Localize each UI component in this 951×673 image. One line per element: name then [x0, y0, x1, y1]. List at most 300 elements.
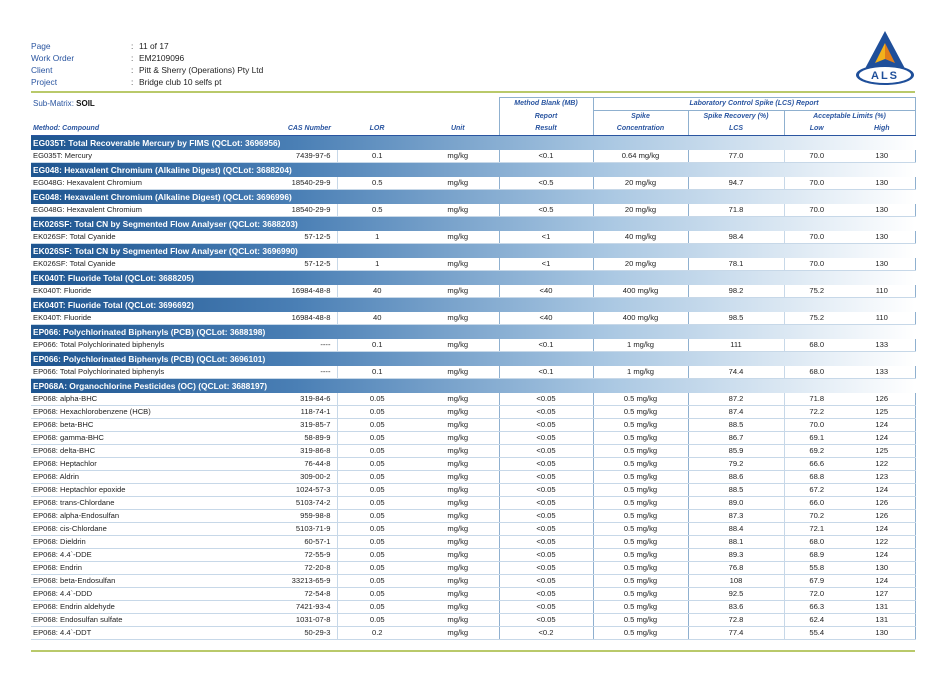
cell-high: 126 — [849, 510, 915, 523]
cell-lcs: 88.4 — [688, 523, 784, 536]
cell-low: 70.0 — [784, 258, 849, 271]
table-row — [31, 497, 915, 510]
cell-result: <0.05 — [499, 393, 593, 406]
cell-cas: 16984-48-8 — [233, 312, 337, 325]
cell-result: <0.05 — [499, 575, 593, 588]
table-row — [31, 258, 915, 271]
cell-high: 124 — [849, 523, 915, 536]
cell-result: <0.05 — [499, 601, 593, 614]
cell-conc: 0.5 mg/kg — [593, 445, 688, 458]
cell-name: EP068: Heptachlor — [31, 458, 233, 471]
cell-low: 70.0 — [784, 150, 849, 163]
header-row-1 — [31, 98, 915, 111]
cell-lcs: 79.2 — [688, 458, 784, 471]
spike-header: Spike — [593, 111, 688, 124]
method-group-title: EG048: Hexavalent Chromium (Alkaline Digest) (QCLot: 3696996) — [31, 190, 915, 205]
cell-lor: 0.05 — [337, 575, 417, 588]
cell-lor: 40 — [337, 285, 417, 298]
cell-low: 68.0 — [784, 339, 849, 352]
cell-lor: 0.1 — [337, 150, 417, 163]
cell-unit: mg/kg — [417, 536, 499, 549]
cell-lcs: 86.7 — [688, 432, 784, 445]
cell-lcs: 74.4 — [688, 366, 784, 379]
cell-lcs: 108 — [688, 575, 784, 588]
method-group-title: EG048: Hexavalent Chromium (Alkaline Digest) (QCLot: 3688204) — [31, 163, 915, 178]
cell-name: EP066: Total Polychlorinated biphenyls — [31, 339, 233, 352]
cell-result: <0.2 — [499, 627, 593, 640]
cell-result: <0.5 — [499, 177, 593, 190]
table-row — [31, 339, 915, 352]
cell-cas: 58-89-9 — [233, 432, 337, 445]
cell-low: 75.2 — [784, 285, 849, 298]
cell-unit: mg/kg — [417, 445, 499, 458]
cell-result: <0.05 — [499, 562, 593, 575]
col-concentration: Concentration — [593, 123, 688, 136]
field-value: Bridge club 10 selfs pt — [139, 77, 222, 87]
cell-low: 69.1 — [784, 432, 849, 445]
cell-lcs: 72.8 — [688, 614, 784, 627]
cell-unit: mg/kg — [417, 393, 499, 406]
cell-name: EP066: Total Polychlorinated biphenyls — [31, 366, 233, 379]
cell-cas: 319-84-6 — [233, 393, 337, 406]
cell-cas: 18540-29-9 — [233, 204, 337, 217]
cell-conc: 0.5 mg/kg — [593, 458, 688, 471]
cell-conc: 0.5 mg/kg — [593, 484, 688, 497]
cell-lcs: 92.5 — [688, 588, 784, 601]
cell-conc: 20 mg/kg — [593, 204, 688, 217]
cell-low: 70.0 — [784, 231, 849, 244]
cell-cas: 33213-65-9 — [233, 575, 337, 588]
cell-low: 68.0 — [784, 536, 849, 549]
cell-name: EP068: Aldrin — [31, 471, 233, 484]
lcs-report-table — [31, 97, 916, 640]
cell-result: <0.05 — [499, 523, 593, 536]
cell-result: <0.05 — [499, 445, 593, 458]
method-group-title: EP066: Polychlorinated Biphenyls (PCB) (QCLot: 3688198) — [31, 325, 915, 340]
cell-name: EP068: Heptachlor epoxide — [31, 484, 233, 497]
cell-lcs: 85.9 — [688, 445, 784, 458]
cell-result: <0.1 — [499, 150, 593, 163]
col-lcs: LCS — [688, 123, 784, 136]
cell-name: EP068: cis-Chlordane — [31, 523, 233, 536]
cell-unit: mg/kg — [417, 406, 499, 419]
cell-result: <0.05 — [499, 614, 593, 627]
cell-low: 62.4 — [784, 614, 849, 627]
cell-unit: mg/kg — [417, 497, 499, 510]
table-row — [31, 588, 915, 601]
cell-conc: 0.5 mg/kg — [593, 523, 688, 536]
table-row — [31, 204, 915, 217]
cell-high: 125 — [849, 406, 915, 419]
field-label: Page — [31, 41, 51, 51]
cell-conc: 0.5 mg/kg — [593, 588, 688, 601]
cell-cas: 7421-93-4 — [233, 601, 337, 614]
col-low: Low — [784, 123, 849, 136]
cell-unit: mg/kg — [417, 177, 499, 190]
cell-name: EP068: 4.4`-DDE — [31, 549, 233, 562]
cell-cas: 50-29-3 — [233, 627, 337, 640]
cell-unit: mg/kg — [417, 562, 499, 575]
cell-lor: 0.05 — [337, 614, 417, 627]
cell-result: <0.05 — [499, 432, 593, 445]
cell-conc: 0.5 mg/kg — [593, 549, 688, 562]
cell-name: EK040T: Fluoride — [31, 312, 233, 325]
cell-name: EP068: Endrin aldehyde — [31, 601, 233, 614]
cell-name: EP068: trans-Chlordane — [31, 497, 233, 510]
cell-high: 130 — [849, 150, 915, 163]
cell-name: EK026SF: Total Cyanide — [31, 231, 233, 244]
lcs-header: Laboratory Control Spike (LCS) Report — [593, 98, 915, 111]
cell-conc: 0.5 mg/kg — [593, 419, 688, 432]
method-group-title: EK040T: Fluoride Total (QCLot: 3696692) — [31, 298, 915, 313]
cell-unit: mg/kg — [417, 231, 499, 244]
cell-result: <0.5 — [499, 204, 593, 217]
cell-conc: 400 mg/kg — [593, 285, 688, 298]
cell-low: 72.0 — [784, 588, 849, 601]
bottom-rule — [31, 650, 915, 652]
cell-unit: mg/kg — [417, 471, 499, 484]
cell-name: EP068: Endosulfan sulfate — [31, 614, 233, 627]
cell-cas: 319-86-8 — [233, 445, 337, 458]
cell-unit: mg/kg — [417, 366, 499, 379]
cell-name: EP068: Endrin — [31, 562, 233, 575]
cell-high: 130 — [849, 204, 915, 217]
cell-cas: 18540-29-9 — [233, 177, 337, 190]
cell-lcs: 77.0 — [688, 150, 784, 163]
table-row — [31, 177, 915, 190]
cell-unit: mg/kg — [417, 419, 499, 432]
cell-conc: 20 mg/kg — [593, 258, 688, 271]
cell-lcs: 76.8 — [688, 562, 784, 575]
method-group-header — [31, 352, 915, 367]
cell-lor: 0.2 — [337, 627, 417, 640]
cell-unit: mg/kg — [417, 601, 499, 614]
cell-lor: 0.05 — [337, 484, 417, 497]
cell-conc: 0.5 mg/kg — [593, 601, 688, 614]
cell-conc: 20 mg/kg — [593, 177, 688, 190]
cell-low: 55.4 — [784, 627, 849, 640]
cell-lor: 0.05 — [337, 497, 417, 510]
cell-low: 69.2 — [784, 445, 849, 458]
cell-lor: 1 — [337, 231, 417, 244]
method-group-header — [31, 190, 915, 205]
cell-name: EP068: Dieldrin — [31, 536, 233, 549]
cell-high: 127 — [849, 588, 915, 601]
col-cas: CAS Number — [233, 123, 337, 136]
cell-name: EP068: beta-Endosulfan — [31, 575, 233, 588]
field-label: Client — [31, 65, 53, 75]
cell-lor: 1 — [337, 258, 417, 271]
method-group-header — [31, 136, 915, 151]
cell-lor: 40 — [337, 312, 417, 325]
cell-unit: mg/kg — [417, 458, 499, 471]
cell-result: <0.05 — [499, 406, 593, 419]
col-result: Result — [499, 123, 593, 136]
cell-cas: 16984-48-8 — [233, 285, 337, 298]
cell-high: 126 — [849, 497, 915, 510]
table-row — [31, 614, 915, 627]
cell-lcs: 88.1 — [688, 536, 784, 549]
table-row — [31, 471, 915, 484]
header-field-work-order: Work Order : EM2109096 — [31, 53, 185, 63]
table-row — [31, 312, 915, 325]
cell-lor: 0.1 — [337, 366, 417, 379]
cell-lcs: 88.5 — [688, 419, 784, 432]
cell-high: 123 — [849, 471, 915, 484]
field-value: 11 of 17 — [139, 41, 169, 51]
cell-result: <40 — [499, 312, 593, 325]
cell-high: 126 — [849, 393, 915, 406]
cell-lcs: 71.8 — [688, 204, 784, 217]
header-row-3 — [31, 123, 915, 136]
cell-result: <0.1 — [499, 366, 593, 379]
cell-lcs: 87.3 — [688, 510, 784, 523]
cell-high: 133 — [849, 366, 915, 379]
cell-high: 124 — [849, 432, 915, 445]
cell-result: <0.05 — [499, 484, 593, 497]
cell-low: 68.9 — [784, 549, 849, 562]
table-row — [31, 627, 915, 640]
cell-lcs: 111 — [688, 339, 784, 352]
cell-result: <0.05 — [499, 588, 593, 601]
table-row — [31, 458, 915, 471]
cell-high: 131 — [849, 614, 915, 627]
method-group-header — [31, 244, 915, 259]
cell-high: 131 — [849, 601, 915, 614]
cell-cas: 5103-71-9 — [233, 523, 337, 536]
cell-cas: 319-85-7 — [233, 419, 337, 432]
cell-high: 130 — [849, 258, 915, 271]
cell-lcs: 77.4 — [688, 627, 784, 640]
header-row-2 — [31, 111, 915, 124]
table-row — [31, 419, 915, 432]
cell-high: 130 — [849, 627, 915, 640]
cell-unit: mg/kg — [417, 549, 499, 562]
cell-conc: 0.5 mg/kg — [593, 627, 688, 640]
cell-cas: 5103-74-2 — [233, 497, 337, 510]
table-row — [31, 484, 915, 497]
cell-lcs: 83.6 — [688, 601, 784, 614]
cell-cas: 7439-97-6 — [233, 150, 337, 163]
cell-lcs: 98.5 — [688, 312, 784, 325]
cell-lor: 0.05 — [337, 458, 417, 471]
method-group-header — [31, 298, 915, 313]
cell-lor: 0.05 — [337, 562, 417, 575]
cell-lcs: 88.5 — [688, 484, 784, 497]
cell-conc: 1 mg/kg — [593, 339, 688, 352]
cell-low: 68.0 — [784, 366, 849, 379]
cell-cas: 72-55-9 — [233, 549, 337, 562]
cell-conc: 0.5 mg/kg — [593, 614, 688, 627]
cell-high: 133 — [849, 339, 915, 352]
cell-unit: mg/kg — [417, 204, 499, 217]
cell-result: <0.1 — [499, 339, 593, 352]
method-group-header — [31, 271, 915, 286]
top-rule — [31, 91, 915, 93]
report-header — [31, 40, 263, 88]
table-row — [31, 393, 915, 406]
col-lor: LOR — [337, 123, 417, 136]
cell-lor: 0.05 — [337, 393, 417, 406]
cell-lor: 0.05 — [337, 445, 417, 458]
cell-conc: 1 mg/kg — [593, 366, 688, 379]
submatrix-value: SOIL — [76, 99, 95, 108]
table-row — [31, 150, 915, 163]
cell-lor: 0.05 — [337, 549, 417, 562]
cell-low: 66.0 — [784, 497, 849, 510]
cell-conc: 0.64 mg/kg — [593, 150, 688, 163]
cell-high: 130 — [849, 177, 915, 190]
cell-cas: 309-00-2 — [233, 471, 337, 484]
cell-name: EG048G: Hexavalent Chromium — [31, 204, 233, 217]
table-row — [31, 231, 915, 244]
cell-unit: mg/kg — [417, 150, 499, 163]
cell-result: <1 — [499, 231, 593, 244]
cell-name: EP068: alpha-Endosulfan — [31, 510, 233, 523]
cell-unit: mg/kg — [417, 432, 499, 445]
cell-lor: 0.05 — [337, 406, 417, 419]
cell-result: <40 — [499, 285, 593, 298]
cell-result: <0.05 — [499, 419, 593, 432]
cell-name: EG048G: Hexavalent Chromium — [31, 177, 233, 190]
cell-lcs: 89.3 — [688, 549, 784, 562]
cell-result: <0.05 — [499, 471, 593, 484]
cell-conc: 0.5 mg/kg — [593, 393, 688, 406]
cell-cas: 72-20-8 — [233, 562, 337, 575]
cell-cas: ---- — [233, 339, 337, 352]
method-group-header — [31, 325, 915, 340]
cell-high: 122 — [849, 536, 915, 549]
cell-name: EP068: beta-BHC — [31, 419, 233, 432]
cell-result: <0.05 — [499, 497, 593, 510]
cell-conc: 0.5 mg/kg — [593, 432, 688, 445]
cell-high: 110 — [849, 312, 915, 325]
cell-name: EP068: delta-BHC — [31, 445, 233, 458]
cell-lor: 0.05 — [337, 419, 417, 432]
table-row — [31, 523, 915, 536]
table-row — [31, 285, 915, 298]
table-row — [31, 601, 915, 614]
table-row — [31, 366, 915, 379]
cell-low: 67.9 — [784, 575, 849, 588]
cell-conc: 0.5 mg/kg — [593, 536, 688, 549]
cell-lor: 0.05 — [337, 588, 417, 601]
cell-unit: mg/kg — [417, 627, 499, 640]
table-row — [31, 536, 915, 549]
cell-unit: mg/kg — [417, 575, 499, 588]
table-body — [31, 136, 915, 640]
cell-high: 124 — [849, 575, 915, 588]
cell-unit: mg/kg — [417, 285, 499, 298]
cell-lcs: 94.7 — [688, 177, 784, 190]
logo-text: ALS — [871, 70, 899, 82]
cell-name: EP068: gamma-BHC — [31, 432, 233, 445]
cell-high: 122 — [849, 458, 915, 471]
method-group-title: EK026SF: Total CN by Segmented Flow Analyser (QCLot: 3696990) — [31, 244, 915, 259]
cell-conc: 40 mg/kg — [593, 231, 688, 244]
cell-conc: 0.5 mg/kg — [593, 575, 688, 588]
cell-name: EG035T: Mercury — [31, 150, 233, 163]
field-value: Pitt & Sherry (Operations) Pty Ltd — [139, 65, 264, 75]
cell-low: 71.8 — [784, 393, 849, 406]
cell-lcs: 88.6 — [688, 471, 784, 484]
als-logo — [855, 29, 915, 87]
cell-lcs: 78.1 — [688, 258, 784, 271]
cell-cas: 959-98-8 — [233, 510, 337, 523]
header-field-client: Client : Pitt & Sherry (Operations) Pty Ltd — [31, 65, 264, 75]
cell-cas: 60-57-1 — [233, 536, 337, 549]
cell-unit: mg/kg — [417, 510, 499, 523]
cell-unit: mg/kg — [417, 614, 499, 627]
limits-header: Acceptable Limits (%) — [784, 111, 915, 124]
cell-low: 55.8 — [784, 562, 849, 575]
table-row — [31, 432, 915, 445]
cell-conc: 0.5 mg/kg — [593, 562, 688, 575]
mb-sub-header: Report — [499, 111, 593, 124]
method-group-header — [31, 163, 915, 178]
cell-low: 67.2 — [784, 484, 849, 497]
field-value: EM2109096 — [139, 53, 185, 63]
cell-conc: 0.5 mg/kg — [593, 471, 688, 484]
cell-lcs: 87.2 — [688, 393, 784, 406]
col-high: High — [849, 123, 915, 136]
cell-lcs: 87.4 — [688, 406, 784, 419]
cell-lor: 0.05 — [337, 471, 417, 484]
cell-cas: 72-54-8 — [233, 588, 337, 601]
table-row — [31, 445, 915, 458]
cell-lor: 0.5 — [337, 177, 417, 190]
method-group-header — [31, 217, 915, 232]
cell-result: <1 — [499, 258, 593, 271]
cell-cas: ---- — [233, 366, 337, 379]
cell-conc: 0.5 mg/kg — [593, 406, 688, 419]
cell-conc: 0.5 mg/kg — [593, 497, 688, 510]
recovery-header: Spike Recovery (%) — [688, 111, 784, 124]
cell-low: 66.3 — [784, 601, 849, 614]
cell-name: EP068: Hexachlorobenzene (HCB) — [31, 406, 233, 419]
method-group-title: EK026SF: Total CN by Segmented Flow Analyser (QCLot: 3688203) — [31, 217, 915, 232]
cell-low: 66.6 — [784, 458, 849, 471]
header-field-project: Project : Bridge club 10 selfs pt — [31, 77, 222, 87]
submatrix-label: Sub-Matrix: SOIL — [33, 99, 95, 108]
header-field-page: Page : 11 of 17 — [31, 41, 169, 51]
cell-conc: 400 mg/kg — [593, 312, 688, 325]
cell-cas: 57-12-5 — [233, 231, 337, 244]
cell-lor: 0.1 — [337, 339, 417, 352]
cell-lcs: 98.2 — [688, 285, 784, 298]
cell-high: 125 — [849, 445, 915, 458]
cell-unit: mg/kg — [417, 484, 499, 497]
cell-lcs: 98.4 — [688, 231, 784, 244]
cell-lor: 0.05 — [337, 536, 417, 549]
method-group-title: EK040T: Fluoride Total (QCLot: 3688205) — [31, 271, 915, 286]
cell-high: 124 — [849, 419, 915, 432]
cell-cas: 118-74-1 — [233, 406, 337, 419]
cell-unit: mg/kg — [417, 588, 499, 601]
cell-low: 70.0 — [784, 204, 849, 217]
cell-cas: 57-12-5 — [233, 258, 337, 271]
cell-lor: 0.05 — [337, 601, 417, 614]
cell-lor: 0.05 — [337, 432, 417, 445]
cell-result: <0.05 — [499, 549, 593, 562]
table-row — [31, 575, 915, 588]
method-group-title: EG035T: Total Recoverable Mercury by FIMS (QCLot: 3696956) — [31, 136, 915, 151]
cell-low: 70.2 — [784, 510, 849, 523]
cell-cas: 1024-57-3 — [233, 484, 337, 497]
cell-low: 72.1 — [784, 523, 849, 536]
cell-lor: 0.05 — [337, 510, 417, 523]
cell-low: 70.0 — [784, 419, 849, 432]
